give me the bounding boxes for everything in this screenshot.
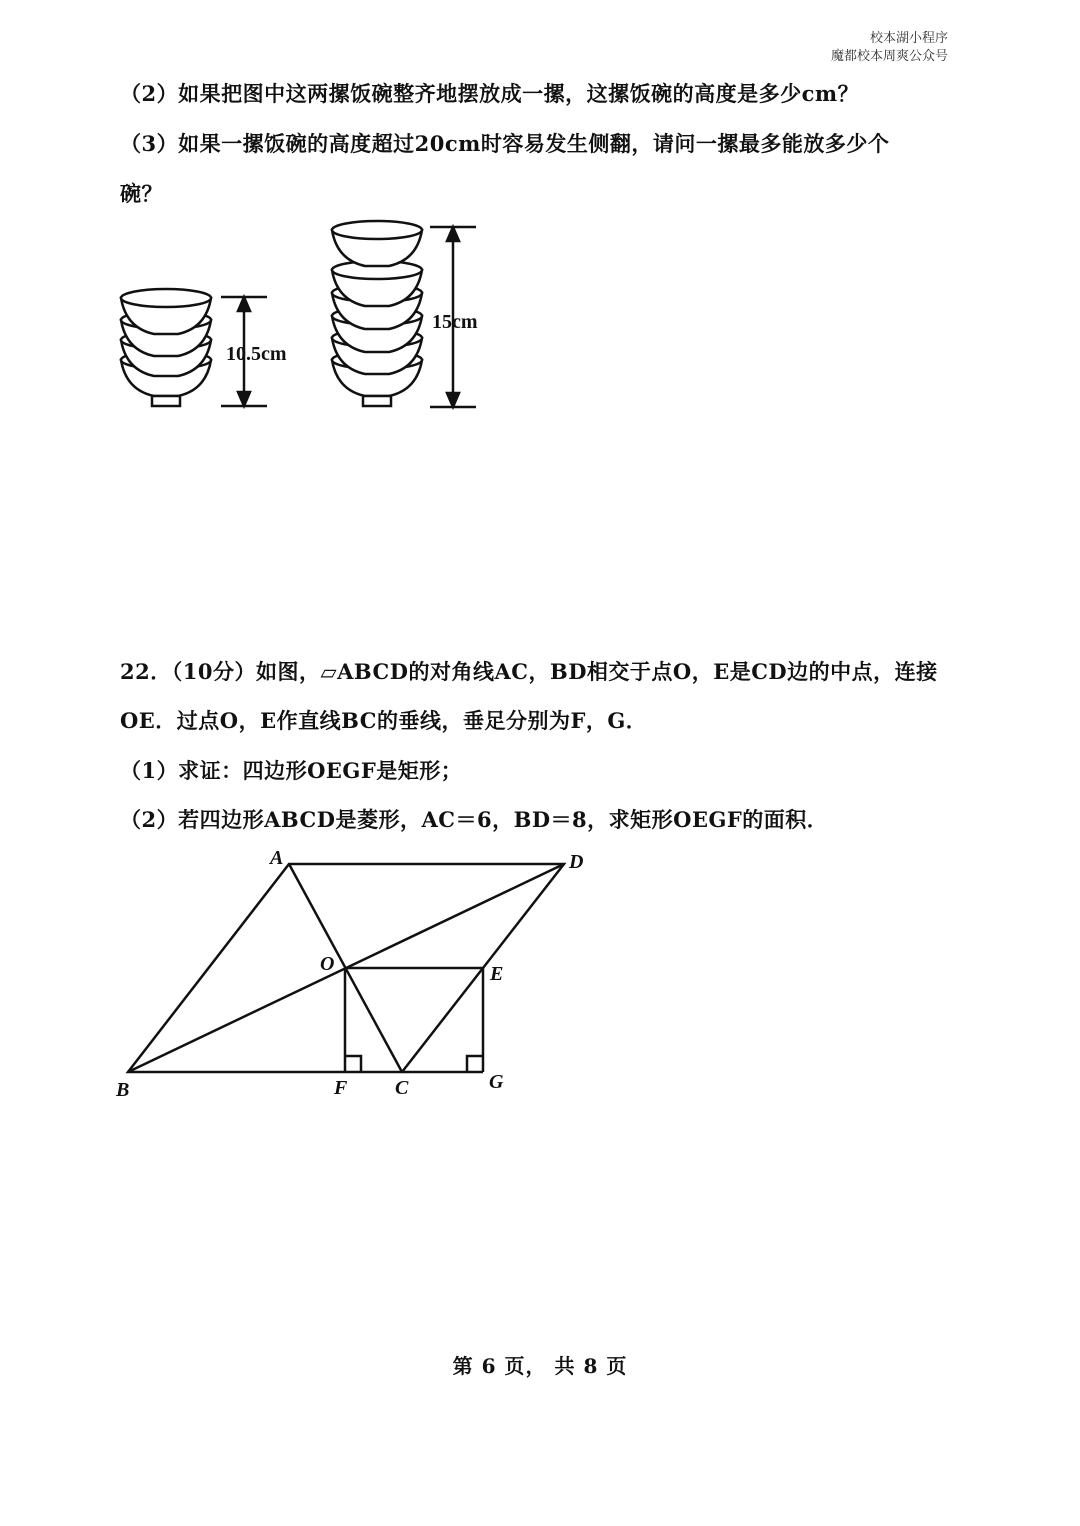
label-b: B <box>116 1079 130 1101</box>
watermark-line1: 校本湖小程序 <box>869 31 948 46</box>
q22-line1: 22．（10分）如图，▱ABCD的对角线AC，BD相交于点O，E是CD边的中点，连接 <box>120 659 938 684</box>
q22-line2: OE．过点O，E作直线BC的垂线，垂足分别为F，G． <box>120 708 648 733</box>
q21-part3-line1: （3）如果一摞饭碗的高度超过20cm时容易发生侧翻，请问一摞最多能放多少个 <box>120 131 890 156</box>
q21-part3-line2: 碗？ <box>120 181 163 206</box>
q22-part2: （2）若四边形ABCD是菱形，AC＝6，BD＝8，求矩形OEGF的面积． <box>120 807 829 832</box>
page-footer: 第 6 页， 共 8 页 <box>452 1354 628 1378</box>
label-a: A <box>270 847 284 869</box>
label-d: D <box>569 851 584 873</box>
label-e: E <box>490 963 504 985</box>
label-g: G <box>489 1071 504 1093</box>
label-f: F <box>334 1077 348 1099</box>
right-angle-mark-f <box>345 1056 361 1072</box>
q22-part1: （1）求证：四边形OEGF是矩形； <box>120 758 463 783</box>
q21-part2: （2）如果把图中这两摞饭碗整齐地摆放成一摞，这摞饭碗的高度是多少cm？ <box>120 81 860 106</box>
watermark-line2: 魔都校本周爽公众号 <box>830 49 948 64</box>
left-height-label: 10.5cm <box>226 343 287 365</box>
label-o: O <box>320 953 335 975</box>
right-height-label: 15cm <box>432 311 478 333</box>
right-angle-mark-g <box>467 1056 483 1072</box>
label-c: C <box>395 1077 409 1099</box>
